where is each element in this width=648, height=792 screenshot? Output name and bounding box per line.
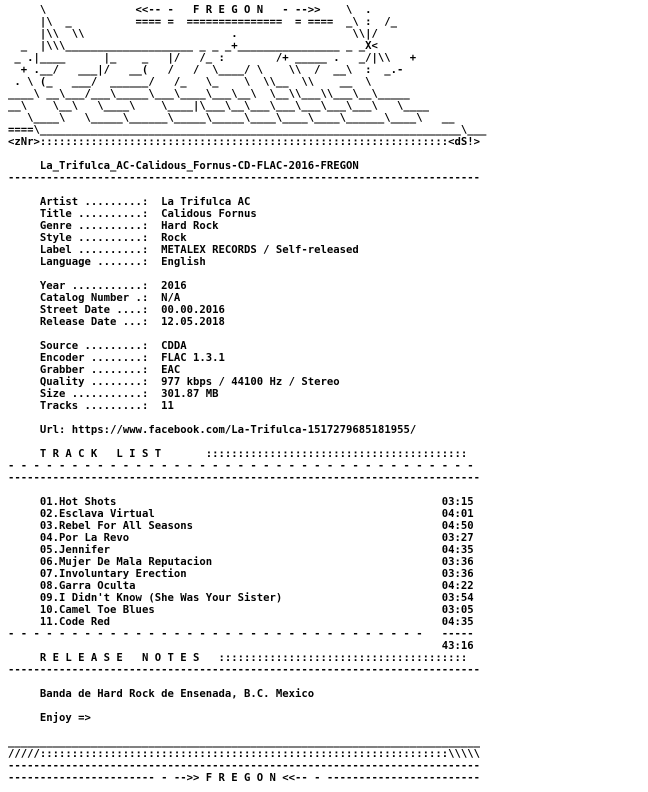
- date-info-label: Street Date ....:: [39, 304, 149, 316]
- track-time: 03:05: [441, 604, 474, 616]
- info-row: [8, 400, 648, 412]
- release-info-label: Label ..........:: [39, 244, 149, 256]
- group-tag-right: <dS!>: [448, 136, 480, 148]
- blank-line: [8, 148, 648, 160]
- tech-info-label: Source .........:: [39, 340, 149, 352]
- url-label: Url:: [39, 424, 66, 436]
- blank-line: [8, 484, 648, 496]
- blank-line: [8, 184, 648, 196]
- header-art-line: [8, 64, 648, 76]
- track-title: 10.Camel Toe Blues: [39, 604, 155, 616]
- header-art-line: [8, 88, 648, 100]
- track-time: 04:01: [441, 508, 474, 520]
- blank-line: [8, 676, 648, 688]
- tech-info-label: Tracks .........:: [39, 400, 149, 412]
- blank-line: [8, 724, 648, 736]
- header-art-row: __\ \__\ \____\ \____|\___\__\___\___\___\___\___\ \____: [8, 100, 429, 112]
- info-row: [8, 364, 648, 376]
- header-art-row: ____\ __\___/___\_____\___\____\___\__\ \__\\___\\___\__\_____: [8, 88, 410, 100]
- track-row: [8, 592, 648, 604]
- blank-line: [8, 268, 648, 280]
- track-time: 03:36: [441, 568, 474, 580]
- track-row: [8, 580, 648, 592]
- tech-info-value: 301.87 MB: [161, 388, 219, 400]
- info-row: [8, 256, 648, 268]
- track-title: 11.Code Red: [39, 616, 111, 628]
- release-info-value: Calidous Fornus: [161, 208, 257, 220]
- group-tag-left: <zNr>: [8, 136, 40, 148]
- info-row: [8, 352, 648, 364]
- info-row: [8, 208, 648, 220]
- tech-info-label: Size ...........:: [39, 388, 149, 400]
- track-title: 06.Mujer De Mala Reputacion: [39, 556, 213, 568]
- track-title: 09.I Didn't Know (She Was Your Sister): [39, 592, 283, 604]
- release-name: La_Trifulca_AC-Calidous_Fornus-CD-FLAC-2016-FREGON: [39, 160, 359, 172]
- footer-brand-line: ----------------------- - -->> F R E G O N <<-- - ------------------------: [8, 772, 480, 784]
- notes-title: R E L E A S E N O T E S: [39, 652, 200, 664]
- footer-bar: /////::::::::::::::::::::::::::::::::::::::::::::::::::::::::::::::::\\\\\: [8, 748, 480, 760]
- track-row: [8, 568, 648, 580]
- track-title: 07.Involuntary Erection: [39, 568, 187, 580]
- track-row: [8, 520, 648, 532]
- header-art-row: ====\__________________________________________________________________\___: [8, 124, 487, 136]
- track-time: 04:50: [441, 520, 474, 532]
- note-line: [8, 688, 648, 700]
- release-info-label: Artist .........:: [39, 196, 149, 208]
- header-art-row: \____\ \_____\______\_____\_____\____\____\____\______\____\ __: [8, 112, 455, 124]
- header-art-line: [8, 112, 648, 124]
- total-time-row: [8, 640, 648, 652]
- release-info-value: La Trifulca AC: [161, 196, 251, 208]
- header-art-row: + .__/ ___|/ __( / / \____/ \ \\ / __\ : _.-: [8, 64, 404, 76]
- track-time: 03:54: [441, 592, 474, 604]
- info-row: [8, 316, 648, 328]
- track-title: 02.Esclava Virtual: [39, 508, 155, 520]
- release-info-value: Rock: [161, 232, 187, 244]
- footer-rule: __________________________________________________________________________: [8, 736, 480, 748]
- tech-info-value: 977 kbps / 44100 Hz / Stereo: [161, 376, 340, 388]
- separator-rule: - - - - - - - - - - - - - - - - - - - - - - - - - - - - - - - - - - - - -: [8, 460, 480, 472]
- info-row: [8, 232, 648, 244]
- info-row: [8, 376, 648, 388]
- info-row: [8, 244, 648, 256]
- date-info-value: 12.05.2018: [161, 316, 225, 328]
- header-art-row: . \ (_ ___/ ______/ /_ \_ \ \\__ \\ __ \: [8, 76, 385, 88]
- total-time: 43:16: [441, 640, 474, 652]
- release-info-label: Language .......:: [39, 256, 149, 268]
- track-row: [8, 496, 648, 508]
- tech-info-label: Quality ........:: [39, 376, 149, 388]
- track-time: 04:22: [441, 580, 474, 592]
- date-info-label: Catalog Number .:: [39, 292, 149, 304]
- date-info-value: 00.00.2016: [161, 304, 225, 316]
- note-text: Enjoy =>: [39, 712, 91, 724]
- tracklist-title: T R A C K L I S T: [39, 448, 162, 460]
- track-time: 03:15: [441, 496, 474, 508]
- tech-info-label: Encoder ........:: [39, 352, 149, 364]
- track-title: 05.Jennifer: [39, 544, 111, 556]
- header-art-row: |\ _ ==== = =============== = ==== _\ : /_: [8, 16, 398, 28]
- footer-brand: - -->> F R E G O N <<-- -: [161, 772, 321, 784]
- blank-line: [8, 436, 648, 448]
- separator-rule: --------------------------------------------------------------------------: [8, 172, 480, 184]
- info-row: [8, 280, 648, 292]
- release-info-label: Title ..........:: [39, 208, 149, 220]
- tech-info-value: 11: [161, 400, 174, 412]
- track-row: [8, 544, 648, 556]
- header-art-line: [8, 52, 648, 64]
- track-time: 04:35: [441, 616, 474, 628]
- release-info-value: English: [161, 256, 206, 268]
- note-text: Banda de Hard Rock de Ensenada, B.C. Mexico: [39, 688, 315, 700]
- release-info-label: Genre ..........:: [39, 220, 149, 232]
- track-row: [8, 532, 648, 544]
- date-info-value: N/A: [161, 292, 181, 304]
- track-row: [8, 616, 648, 628]
- note-line: [8, 712, 648, 724]
- info-row: [8, 196, 648, 208]
- note-line: [8, 700, 648, 712]
- header-signature-bar: <zNr>::::::::::::::::::::::::::::::::::::::::::::::::::::::::::::::::<dS!>: [8, 136, 480, 148]
- track-title: 04.Por La Revo: [39, 532, 130, 544]
- header-art-row: \ <<-- - F R E G O N - -->> \ .: [8, 4, 372, 16]
- info-row: [8, 304, 648, 316]
- release-url: https://www.facebook.com/La-Trifulca-1517279685181955/: [71, 424, 417, 436]
- release-info-value: METALEX RECORDS / Self-released: [161, 244, 359, 256]
- tech-info-label: Grabber ........:: [39, 364, 149, 376]
- separator-rule: --------------------------------------------------------------------------: [8, 760, 480, 772]
- track-time: 03:27: [441, 532, 474, 544]
- track-title: 03.Rebel For All Seasons: [39, 520, 193, 532]
- info-row: [8, 340, 648, 352]
- header-art-line: [8, 100, 648, 112]
- tech-info-value: FLAC 1.3.1: [161, 352, 225, 364]
- header-art-line: [8, 28, 648, 40]
- track-time: 03:36: [441, 556, 474, 568]
- header-art-row: _ |\\\____________________ _ _ _+________________ _ _X<: [8, 40, 391, 52]
- tech-info-value: EAC: [161, 364, 181, 376]
- header-art-line: [8, 16, 648, 28]
- info-row: [8, 292, 648, 304]
- track-row: [8, 604, 648, 616]
- notes-header: R E L E A S E N O T E S :::::::::::::::::::::::::::::::::::::::: [39, 652, 468, 664]
- info-row: [8, 388, 648, 400]
- header-art-row: |\\ \\ . \\|/: [8, 28, 391, 40]
- info-row: [8, 220, 648, 232]
- date-info-value: 2016: [161, 280, 187, 292]
- track-title: 01.Hot Shots: [39, 496, 117, 508]
- tracklist-header: T R A C K L I S T :::::::::::::::::::::::::::::::::::::::::: [39, 448, 468, 460]
- header-art-line: [8, 76, 648, 88]
- header-art-row: _ .|____ |_ _ |/ /_ : /+ _____ . _/|\\ +: [8, 52, 417, 64]
- track-time: 04:35: [441, 544, 474, 556]
- tech-info-value: CDDA: [161, 340, 187, 352]
- date-info-label: Year ...........:: [39, 280, 149, 292]
- total-rule: - - - - - - - - - - - - - - - - - - - - - - - - - - - - - - - - - -----: [8, 628, 474, 640]
- date-info-label: Release Date ...:: [39, 316, 149, 328]
- track-row: [8, 556, 648, 568]
- header-art-line: [8, 4, 648, 16]
- separator-rule: --------------------------------------------------------------------------: [8, 472, 480, 484]
- header-art-line: [8, 124, 648, 136]
- release-info-label: Style ..........:: [39, 232, 149, 244]
- track-title: 08.Garra Oculta: [39, 580, 136, 592]
- release-name-line: [8, 160, 648, 172]
- header-art-line: [8, 40, 648, 52]
- blank-line: [8, 328, 648, 340]
- url-line: [8, 424, 648, 436]
- release-info-value: Hard Rock: [161, 220, 219, 232]
- separator-rule: --------------------------------------------------------------------------: [8, 664, 480, 676]
- track-row: [8, 508, 648, 520]
- blank-line: [8, 412, 648, 424]
